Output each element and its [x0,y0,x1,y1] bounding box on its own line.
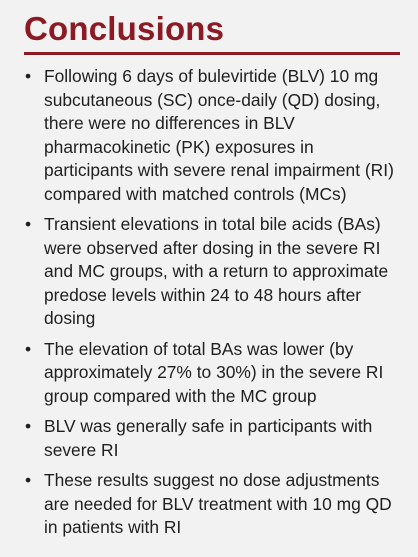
list-item [24,213,402,331]
bullet-icon: • [25,66,32,86]
list-item [24,338,402,409]
list-item-text: These results suggest no dose adjustments are needed for BLV treatment with 10 mg QD in patients with RI [44,470,392,537]
bullet-icon: • [25,416,32,436]
conclusions-list [24,65,402,540]
list-item-text: Transient elevations in total bile acids (BAs) were observed after dosing in the severe RI and MC groups, with a return to approximate predose levels within 24 to 48 hours after dosing [44,214,389,328]
list-item-text: BLV was generally safe in participants with severe RI [44,416,373,460]
heading-divider [24,52,400,55]
bullet-icon: • [25,214,32,234]
bullet-icon: • [25,338,32,359]
bullet-icon: • [25,470,32,490]
list-item-text: The elevation of total BAs was lower (by approximately 27% to 30%) in the severe RI group compared with the MC group [44,338,384,406]
list-item-text: Following 6 days of bulevirtide (BLV) 10 mg subcutaneous (SC) once-daily (QD) dosing, there were no differences in BLV pharmacokinetic (PK) exposures in participants with severe renal impairment (RI) compared with matched controls (MCs) [44,66,394,204]
section-heading: Conclusions [24,10,225,47]
list-item [24,415,402,462]
list-item [24,469,402,540]
list-item [24,65,402,206]
